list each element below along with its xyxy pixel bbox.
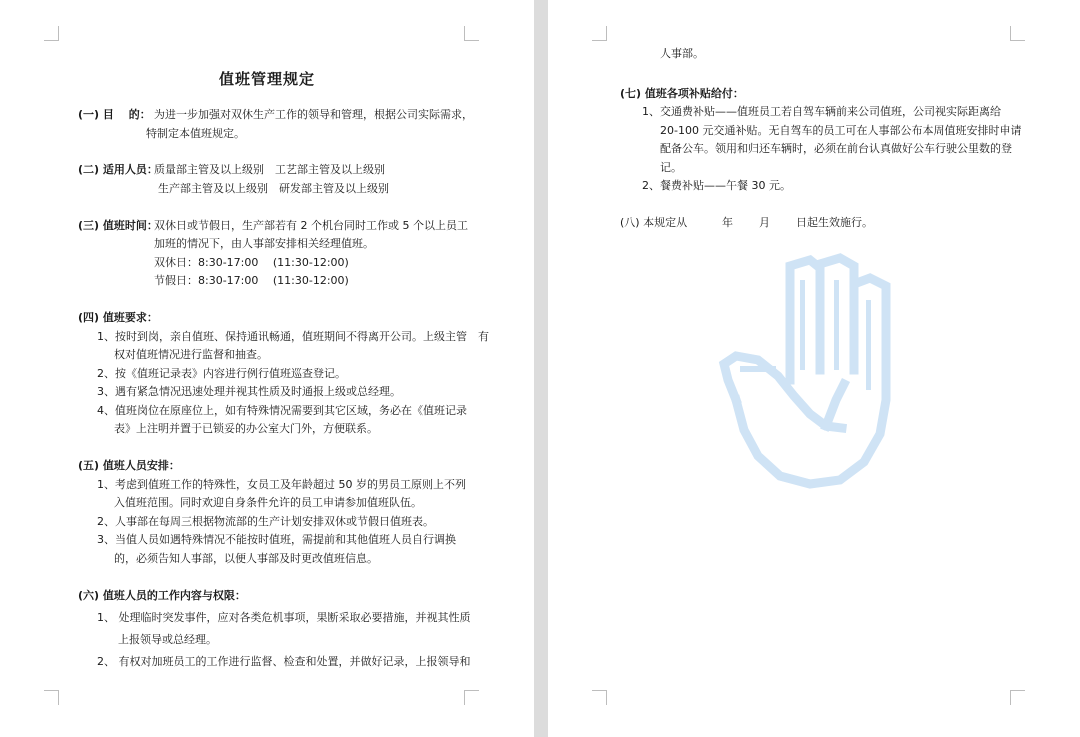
schedule-weekend: 双休日：8:30-17:00 (11:30-12:00) xyxy=(154,256,349,269)
list-item: 2、按《值班记录表》内容进行例行值班巡查登记。 xyxy=(97,367,346,380)
effective-date-year: 年 xyxy=(722,216,733,229)
continued-text: 人事部。 xyxy=(660,47,704,60)
section-heading: (一) 目 的： xyxy=(78,108,151,121)
margin-corner-mark xyxy=(1010,690,1025,705)
section-heading: (四) 值班要求： xyxy=(78,311,158,324)
list-item: 3、当值人员如遇特殊情况不能按时值班，需提前和其他值班人员自行调换 xyxy=(97,533,456,546)
effective-date-suffix: 日起生效施行。 xyxy=(796,216,873,229)
list-item: 表》上注明并置于已锁妥的办公室大门外，方便联系。 xyxy=(114,422,378,435)
list-item: 2、人事部在每周三根据物流部的生产计划安排双休或节假日值班表。 xyxy=(97,515,434,528)
list-item: 记。 xyxy=(660,161,682,174)
list-item: 2、餐费补贴——午餐 30 元。 xyxy=(642,179,791,192)
section-text: 特制定本值班规定。 xyxy=(146,127,245,140)
list-item: 权对值班情况进行监督和抽查。 xyxy=(114,348,268,361)
list-item: 2、 有权对加班员工的工作进行监督、检查和处置，并做好记录，上报领导和 xyxy=(97,655,471,668)
list-item: 1、考虑到值班工作的特殊性，女员工及年龄超过 50 岁的男员工原则上不列 xyxy=(97,478,466,491)
document-title: 值班管理规定 xyxy=(218,70,315,88)
section-text: 双休日或节假日，生产部若有 2 个机台同时工作或 5 个以上员工 xyxy=(154,219,468,232)
page-gap xyxy=(534,0,548,737)
margin-corner-mark xyxy=(592,690,607,705)
schedule-holiday: 节假日：8:30-17:00 (11:30-12:00) xyxy=(154,274,349,287)
document-page-right xyxy=(548,0,1080,737)
section-text: 为进一步加强对双休生产工作的领导和管理，根据公司实际需求， xyxy=(154,108,473,121)
list-item: 1、交通费补贴——值班员工若自驾车辆前来公司值班，公司视实际距离给 xyxy=(642,105,1001,118)
list-item: 4、值班岗位在原座位上，如有特殊情况需要到其它区域，务必在《值班记录 xyxy=(97,404,467,417)
list-item: 1、按时到岗，亲自值班、保持通讯畅通，值班期间不得离开公司。上级主管 有 xyxy=(97,330,489,343)
section-heading: (三) 值班时间： xyxy=(78,219,158,232)
margin-corner-mark xyxy=(464,690,479,705)
list-item: 上报领导或总经理。 xyxy=(118,633,217,646)
section-heading: (五) 值班人员安排： xyxy=(78,459,180,472)
margin-corner-mark xyxy=(464,26,479,41)
document-page-left xyxy=(0,0,534,737)
section-heading: (七) 值班各项补贴给付： xyxy=(620,87,744,100)
margin-corner-mark xyxy=(592,26,607,41)
list-item: 1、 处理临时突发事件，应对各类危机事项，果断采取必要措施，并视其性质 xyxy=(97,611,471,624)
list-item: 20-100 元交通补贴。无自驾车的员工可在人事部公布本周值班安排时申请 xyxy=(660,124,1022,137)
list-item: 配备公车。领用和归还车辆时，必须在前台认真做好公车行驶公里数的登 xyxy=(660,142,1012,155)
effective-date-prefix: (八) 本规定从 xyxy=(620,216,688,229)
section-text: 加班的情况下，由人事部安排相关经理值班。 xyxy=(154,237,374,250)
section-heading: (二) 适用人员： xyxy=(78,163,158,176)
margin-corner-mark xyxy=(44,26,59,41)
section-text: 生产部主管及以上级别 研发部主管及以上级别 xyxy=(158,182,389,195)
margin-corner-mark xyxy=(1010,26,1025,41)
list-item: 3、遇有紧急情况迅速处理并视其性质及时通报上级或总经理。 xyxy=(97,385,401,398)
section-heading: (六) 值班人员的工作内容与权限： xyxy=(78,589,246,602)
margin-corner-mark xyxy=(44,690,59,705)
list-item: 的，必须告知人事部，以便人事部及时更改值班信息。 xyxy=(114,552,378,565)
effective-date-month: 月 xyxy=(759,216,770,229)
section-text: 质量部主管及以上级别 工艺部主管及以上级别 xyxy=(154,163,385,176)
list-item: 入值班范围。同时欢迎自身条件允许的员工申请参加值班队伍。 xyxy=(114,496,422,509)
three-fingers-hand-icon xyxy=(714,250,914,510)
